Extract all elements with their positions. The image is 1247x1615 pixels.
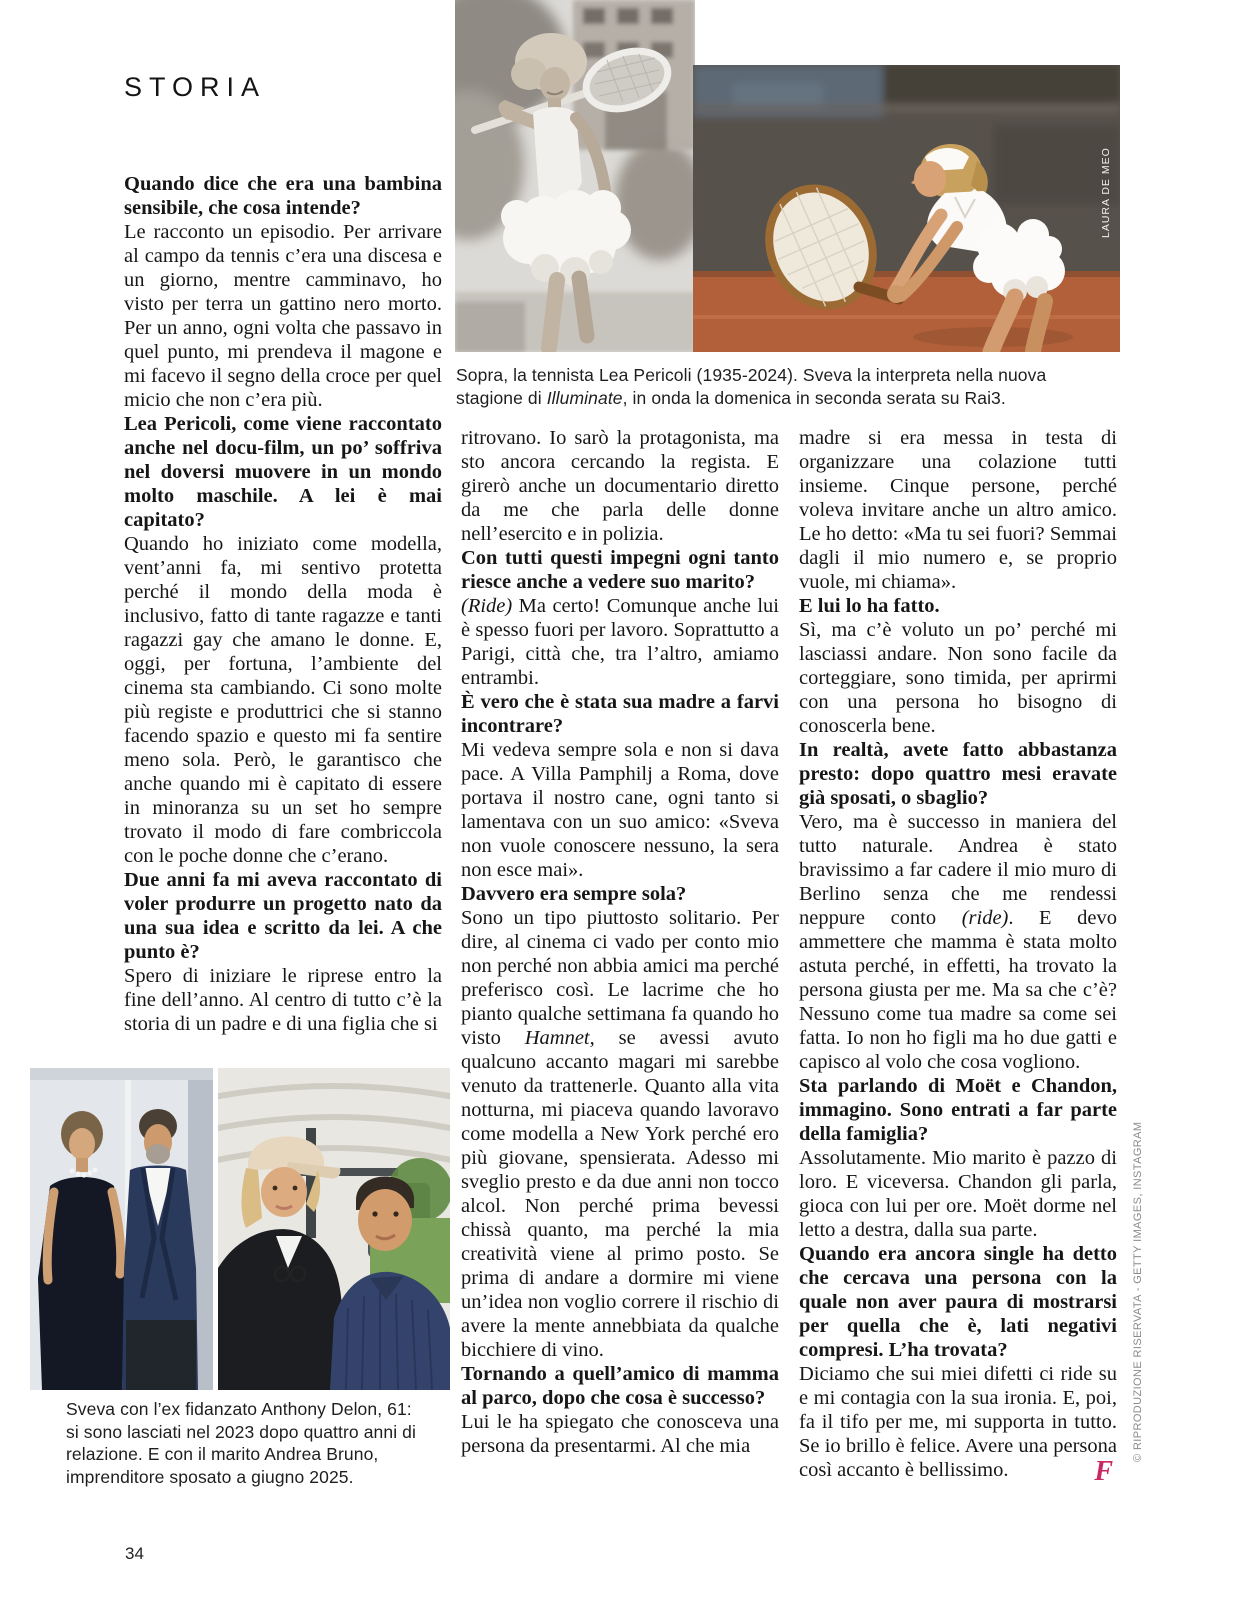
text-run: E lui lo ha fatto. — [799, 595, 940, 617]
photo-sveva-tennis-color — [693, 65, 1120, 352]
interview-answer — [461, 594, 779, 690]
interview-answer — [799, 1362, 1117, 1482]
text-run: Ma certo! Comunque anche lui è spesso fuori per lavoro. Soprattutto a Parigi, città che, tra l’altro, amiamo entrambi. — [461, 595, 779, 689]
italic-text-run: Hamnet — [524, 1027, 590, 1049]
text-run: Le racconto un episodio. Per arrivare al campo da tennis c’era una discesa e un giorno, mentre camminavo, ho visto per terra un gattino nero morto. Per un anno, ogni volta che passavo in quel punto, mi prendeva il magone e mi facevo il segno della croce per quel micio che non c’era più. — [124, 221, 442, 411]
interview-question — [461, 690, 779, 738]
text-run: Con tutti questi impegni ogni tanto riesce anche a vedere suo marito? — [461, 547, 779, 593]
text-run: Assolutamente. Mio marito è pazzo di loro. E viceversa. Chandon gli parla, gioca con lui per ore. Moët dorme nel letto a destra, dalla sua parte. — [799, 1147, 1117, 1241]
text-run: Sì, ma c’è voluto un po’ perché mi lasciassi andare. Non sono facile da corteggiare, sono timida, per aprirmi con una persona ho bisogno di conoscerla bene. — [799, 619, 1117, 737]
text-run: Sopra, la tennista Lea Pericoli (1935-2024). Sveva la interpreta nella nuova stagione di — [456, 365, 1047, 408]
interview-question — [799, 1242, 1117, 1362]
text-run: Diciamo che sui miei difetti ci ride su e mi contagia con la sua ironia. E, poi, fa il tifo per me, mi supporta in tutto. Se io brillo è felice. Avere una persona così accanto è bellissimo. — [799, 1363, 1117, 1481]
photo-credit: LAURA DE MEO — [1100, 147, 1112, 238]
rights-credit: © RIPRODUZIONE RISERVATA - GETTY IMAGES, INSTAGRAM — [1132, 1121, 1144, 1462]
photo-lea-pericoli-bw — [455, 0, 695, 352]
text-run: Due anni fa mi aveva raccontato di voler produrre un progetto nato da una sua idea e scritto da lei. A che punto è? — [124, 869, 442, 963]
interview-answer — [461, 1410, 779, 1458]
tennis-photo-bw-illustration — [455, 0, 695, 352]
magazine-brand-logo: F — [1094, 1456, 1113, 1487]
text-run: Sono un tipo piuttosto solitario. Per dire, al cinema ci vado per conto mio non perché non abbia amici ma perché preferisco così. Le lacrime che ho pianto qualche settimana fa quando ho visto — [461, 907, 779, 1049]
red-carpet-photo-illustration — [30, 1068, 213, 1390]
text-run: Quando dice che era una bambina sensibile, che cosa intende? — [124, 173, 442, 219]
interview-answer — [799, 1146, 1117, 1242]
text-run: madre si era messa in testa di organizzare una colazione tutti insieme. Cinque persone, perché voleva invitare anche un altro amico. Le ho detto: «Ma tu sei fuori? Semmai dagli il mio numero e, se proprio vuole, mi chiama». — [799, 427, 1117, 593]
bottom-photo-caption: Sveva con l’ex fidanzato Anthony Delon, 61: si sono lasciati nel 2023 dopo quattro anni di relazione. E con il marito Andrea Bruno, imprenditore sposato a giugno 2025. — [66, 1399, 416, 1487]
text-run: Tornando a quell’amico di mamma al parco, dopo che cosa è successo? — [461, 1363, 779, 1409]
interview-question — [799, 594, 1117, 618]
interview-question — [799, 1074, 1117, 1146]
interview-answer — [124, 220, 442, 412]
interview-answer — [799, 810, 1117, 1074]
text-run: In realtà, avete fatto abbastanza presto: dopo quattro mesi eravate già sposati, o sbaglio? — [799, 739, 1117, 809]
text-run: Quando ho iniziato come modella, vent’anni fa, mi sentivo protetta perché il mondo della moda è inclusivo, fatto di tante ragazze e tanti ragazzi gay che amano le donne. E, oggi, per fortuna, l’ambiente del cinema sta cambiando. Ci sono molte più registe e produttrici che si stanno facendo spazio e questo mi fa sentire meno sola. Però, le garantisco che anche quando mi è capitato di essere in minoranza su un set ho sempre trovato il modo di fare combriccola con le poche donne che c’erano. — [124, 533, 442, 867]
photo-sveva-anthony-delon — [30, 1068, 213, 1390]
interview-question — [461, 882, 779, 906]
text-run: , in onda la domenica in seconda serata su Rai3. — [622, 387, 1006, 408]
article-column-3 — [799, 426, 1117, 1487]
text-run: Lea Pericoli, come viene raccontato anche nel docu-film, un po’ soffriva nel doversi muovere in un mondo molto maschile. A lei è mai capitato? — [124, 413, 442, 531]
interview-answer — [124, 964, 442, 1036]
interview-answer — [124, 532, 442, 868]
interview-question — [124, 172, 442, 220]
page-number: 34 — [125, 1544, 144, 1563]
interview-answer — [461, 738, 779, 882]
interview-answer — [799, 618, 1117, 738]
text-run: . E devo ammettere che mamma è stata molto astuta perché, in effetti, ha trovato la persona giusta per me. Ma sa che c’è? Nessuno come tua madre sa come sei fatta. Io non ho figli ma ho due gatti e capisco al volo che cosa vogliono. — [799, 907, 1117, 1073]
section-label: STORIA — [124, 72, 267, 102]
interview-answer — [461, 906, 779, 1362]
article-column-1 — [124, 172, 442, 1036]
interview-question — [799, 738, 1117, 810]
top-photo-caption — [456, 364, 1104, 409]
text-run: È vero che è stata sua madre a farvi incontrare? — [461, 691, 779, 737]
text-run: Sta parlando di Moët e Chandon, immagino. Sono entrati a far parte della famiglia? — [799, 1075, 1117, 1145]
text-run: , se avessi avuto qualcuno accanto magari mi sarebbe venuto da trattenerle. Quanto alla vita notturna, mi piaceva quando lavoravo come modella a New York perché ero più giovane, spensierata. Adesso mi sveglio presto e da due anni non tocco alcol. Non perché prima bevessi chissà quanto, ma perché la mia creatività viene al primo posto. Se prima di andare a dormire mi viene un’idea non voglio correre il rischio di avere la mente annebbiata da qualche bicchiere di vino. — [461, 1027, 779, 1361]
italic-text-run: Illuminate — [546, 387, 623, 408]
article-column-2 — [461, 426, 779, 1458]
text-run: Vero, ma è successo in maniera del tutto naturale. Andrea è stato bravissimo a far cadere il mio muro di Berlino senza che me rendessi neppure conto — [799, 811, 1117, 929]
interview-answer — [461, 426, 779, 546]
italic-text-run: (Ride) — [461, 595, 513, 617]
text-run: Lui le ha spiegato che conosceva una persona da presentarmi. Al che mia — [461, 1411, 779, 1457]
photo-sveva-andrea-selfie — [218, 1068, 450, 1390]
interview-question — [124, 412, 442, 532]
text-run: Spero di iniziare le riprese entro la fine dell’anno. Al centro di tutto c’è la storia di un padre e di una figlia che si — [124, 965, 442, 1035]
text-run: Quando era ancora single ha detto che cercava una persona con la quale non aver paura di mostrarsi per quella che è, lati negativi compresi. L’ha trovata? — [799, 1243, 1117, 1361]
italic-text-run: (ride) — [961, 907, 1009, 929]
interview-question — [461, 1362, 779, 1410]
selfie-photo-illustration — [218, 1068, 450, 1390]
text-run: ritrovano. Io sarò la protagonista, ma sto ancora cercando la regista. E girerò anche un documentario diretto da me che parla delle donne nell’esercito e in polizia. — [461, 427, 779, 545]
interview-answer — [799, 426, 1117, 594]
interview-question — [124, 868, 442, 964]
tennis-photo-color-illustration — [693, 65, 1120, 352]
interview-question — [461, 546, 779, 594]
text-run: Davvero era sempre sola? — [461, 883, 687, 905]
text-run: Mi vedeva sempre sola e non si dava pace. A Villa Pamphilj a Roma, dove portava il nostro cane, ogni tanto si lamentava con un suo amico: «Sveva non vuole conoscere nessuno, la sera non esce mai». — [461, 739, 779, 881]
